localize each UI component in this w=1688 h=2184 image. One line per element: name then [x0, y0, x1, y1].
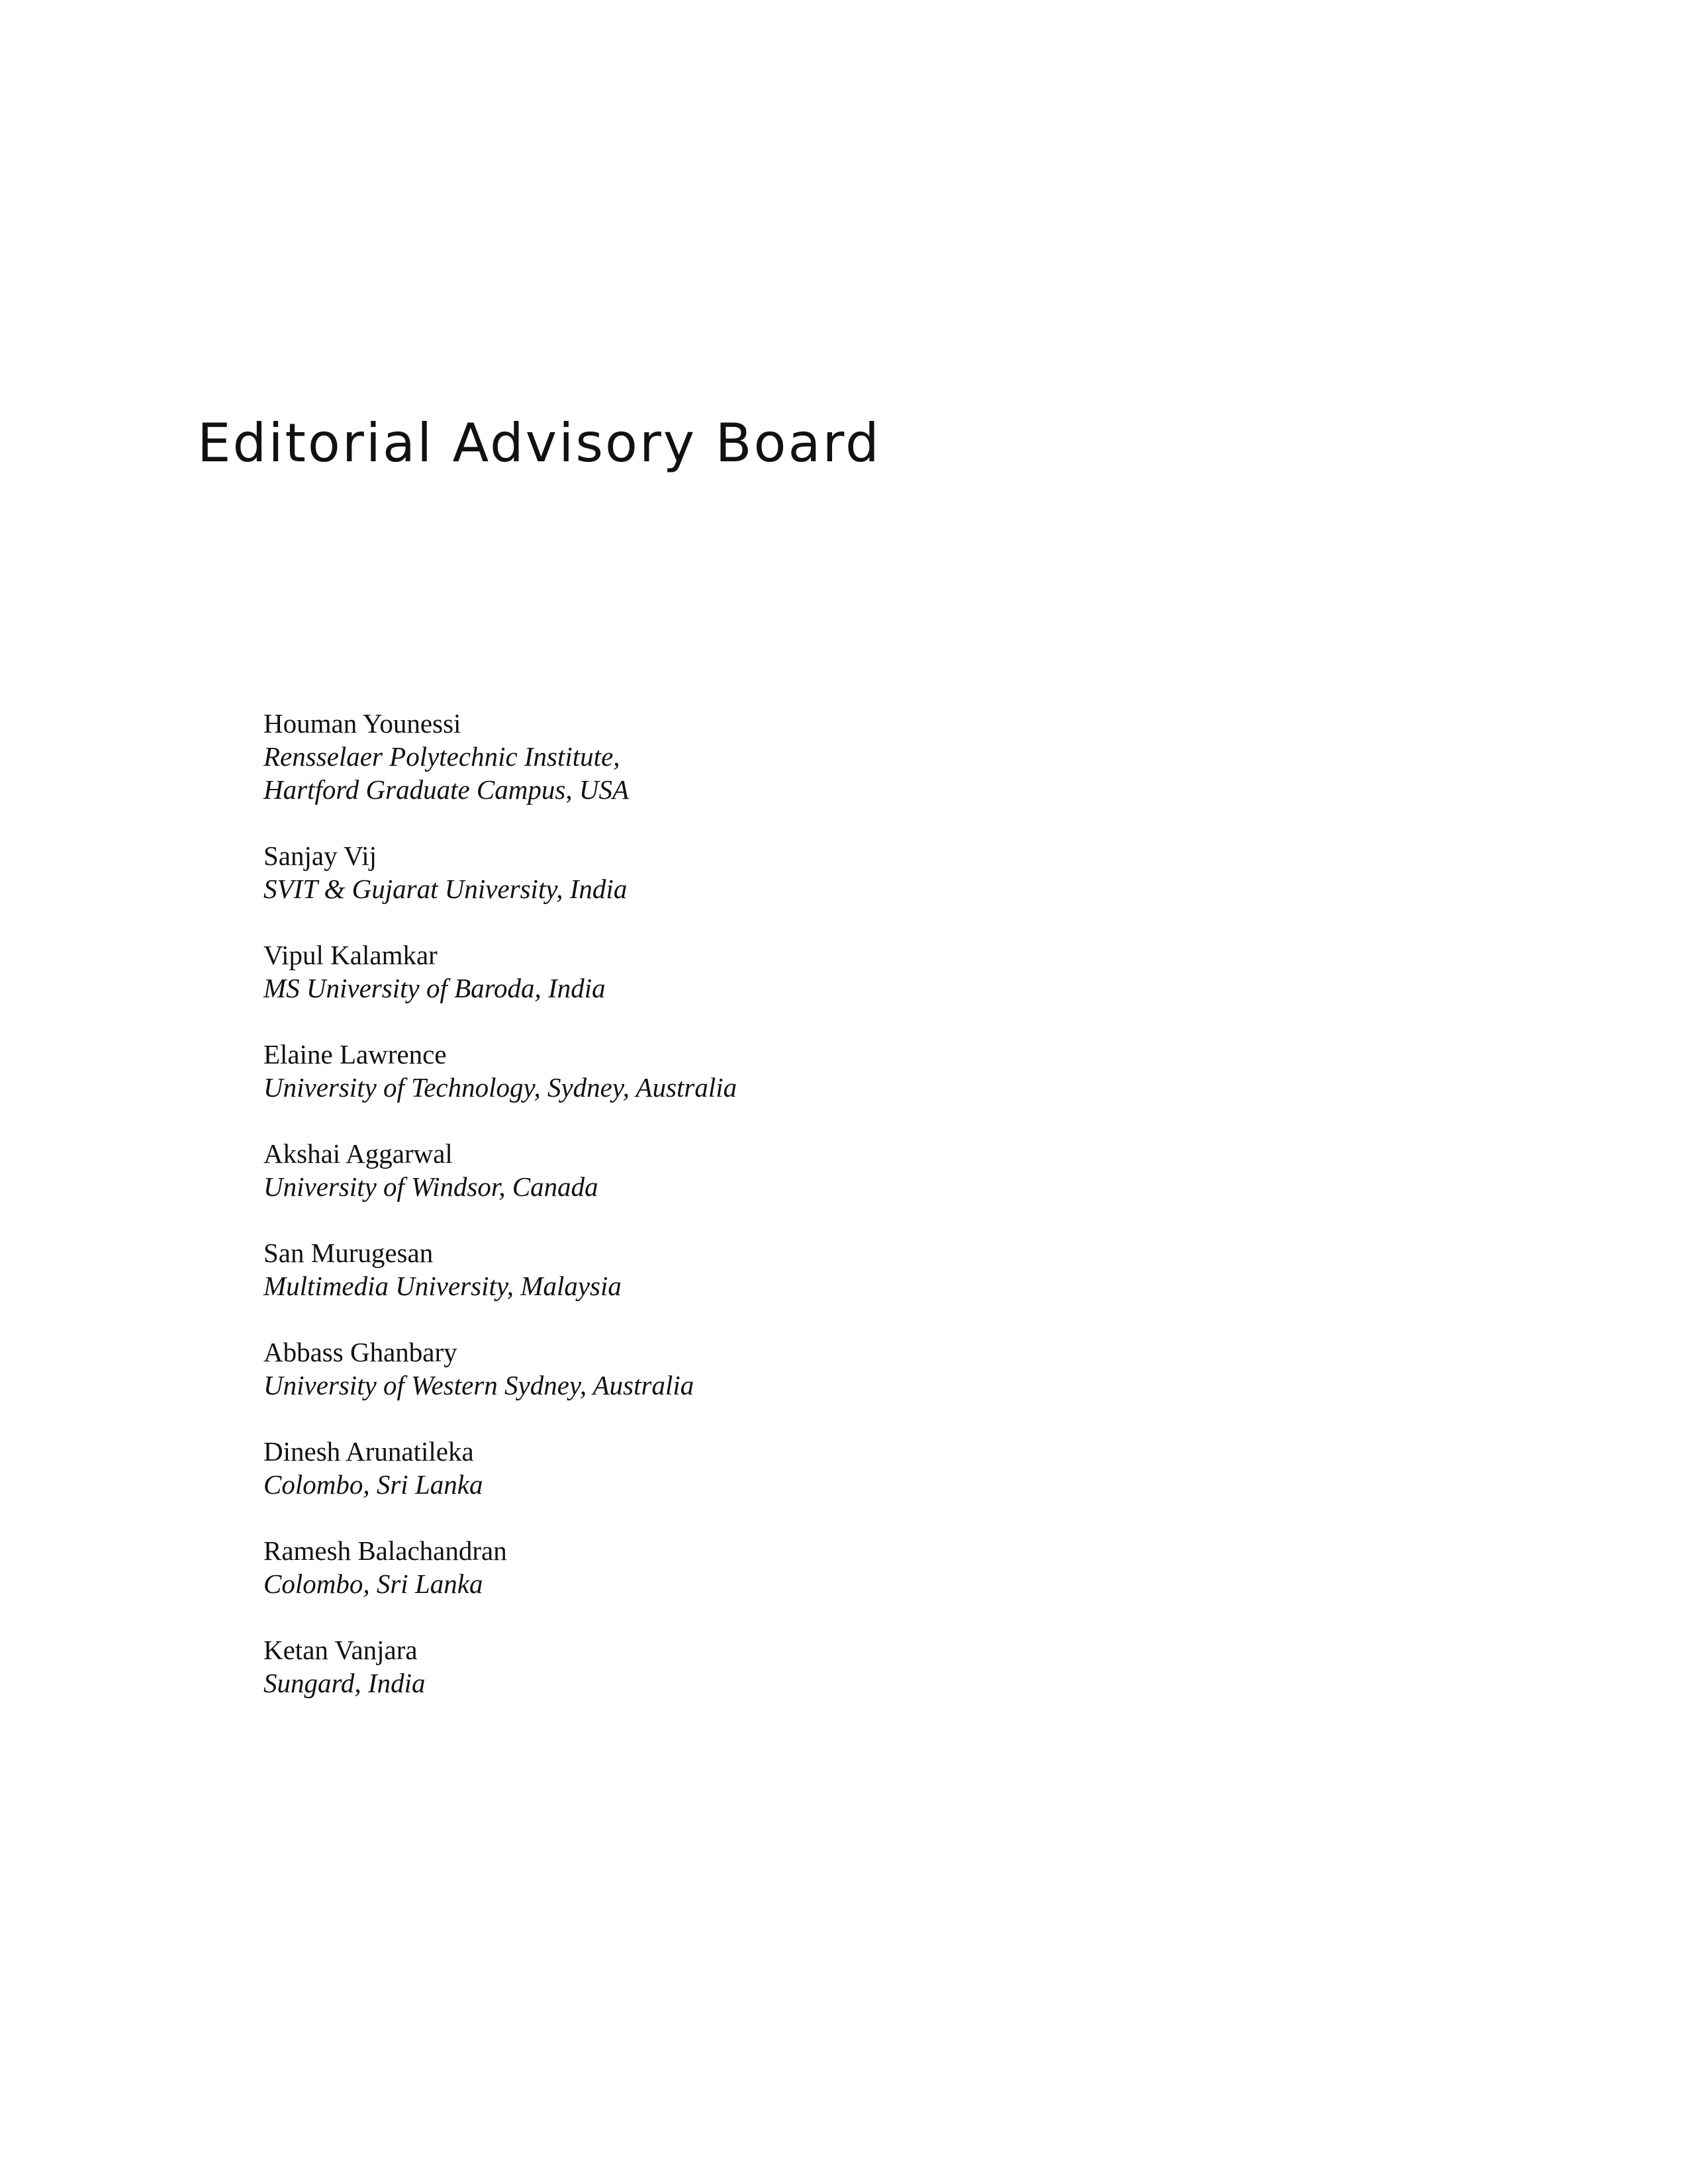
- member-name: Abbass Ghanbary: [263, 1337, 457, 1367]
- board-member: [263, 1236, 737, 1302]
- page-title: Editorial Advisory Board: [197, 412, 881, 474]
- member-affiliation: Colombo, Sri Lanka: [263, 1569, 483, 1599]
- board-member: [263, 1336, 737, 1402]
- member-affiliation: University of Western Sydney, Australia: [263, 1370, 694, 1400]
- member-affiliation: SVIT & Gujarat University, India: [263, 874, 628, 904]
- member-affiliation: University of Technology, Sydney, Australia: [263, 1072, 737, 1103]
- member-name: Dinesh Arunatileka: [263, 1436, 474, 1467]
- board-member: [263, 1435, 737, 1501]
- member-affiliation: MS University of Baroda, India: [263, 973, 606, 1003]
- member-name: Houman Younessi: [263, 708, 461, 739]
- member-affiliation: Sungard, India: [263, 1668, 426, 1698]
- member-name: San Murugesan: [263, 1238, 434, 1268]
- member-affiliation: Rensselaer Polytechnic Institute, Hartford Graduate Campus, USA: [263, 741, 629, 805]
- member-name: Vipul Kalamkar: [263, 940, 438, 970]
- member-name: Sanjay Vij: [263, 841, 377, 871]
- board-member: [263, 1633, 737, 1700]
- member-affiliation: University of Windsor, Canada: [263, 1171, 598, 1202]
- member-name: Elaine Lawrence: [263, 1039, 447, 1069]
- board-member: [263, 938, 737, 1005]
- member-affiliation: Multimedia University, Malaysia: [263, 1271, 622, 1301]
- board-member: [263, 1038, 737, 1104]
- board-member-list: [263, 707, 737, 1733]
- board-member: [263, 1534, 737, 1600]
- member-name: Ramesh Balachandran: [263, 1535, 507, 1566]
- member-name: Ketan Vanjara: [263, 1635, 418, 1665]
- board-member: [263, 839, 737, 905]
- member-affiliation: Colombo, Sri Lanka: [263, 1469, 483, 1500]
- member-name: Akshai Aggarwal: [263, 1138, 453, 1169]
- board-member: [263, 1137, 737, 1203]
- board-member: [263, 707, 737, 806]
